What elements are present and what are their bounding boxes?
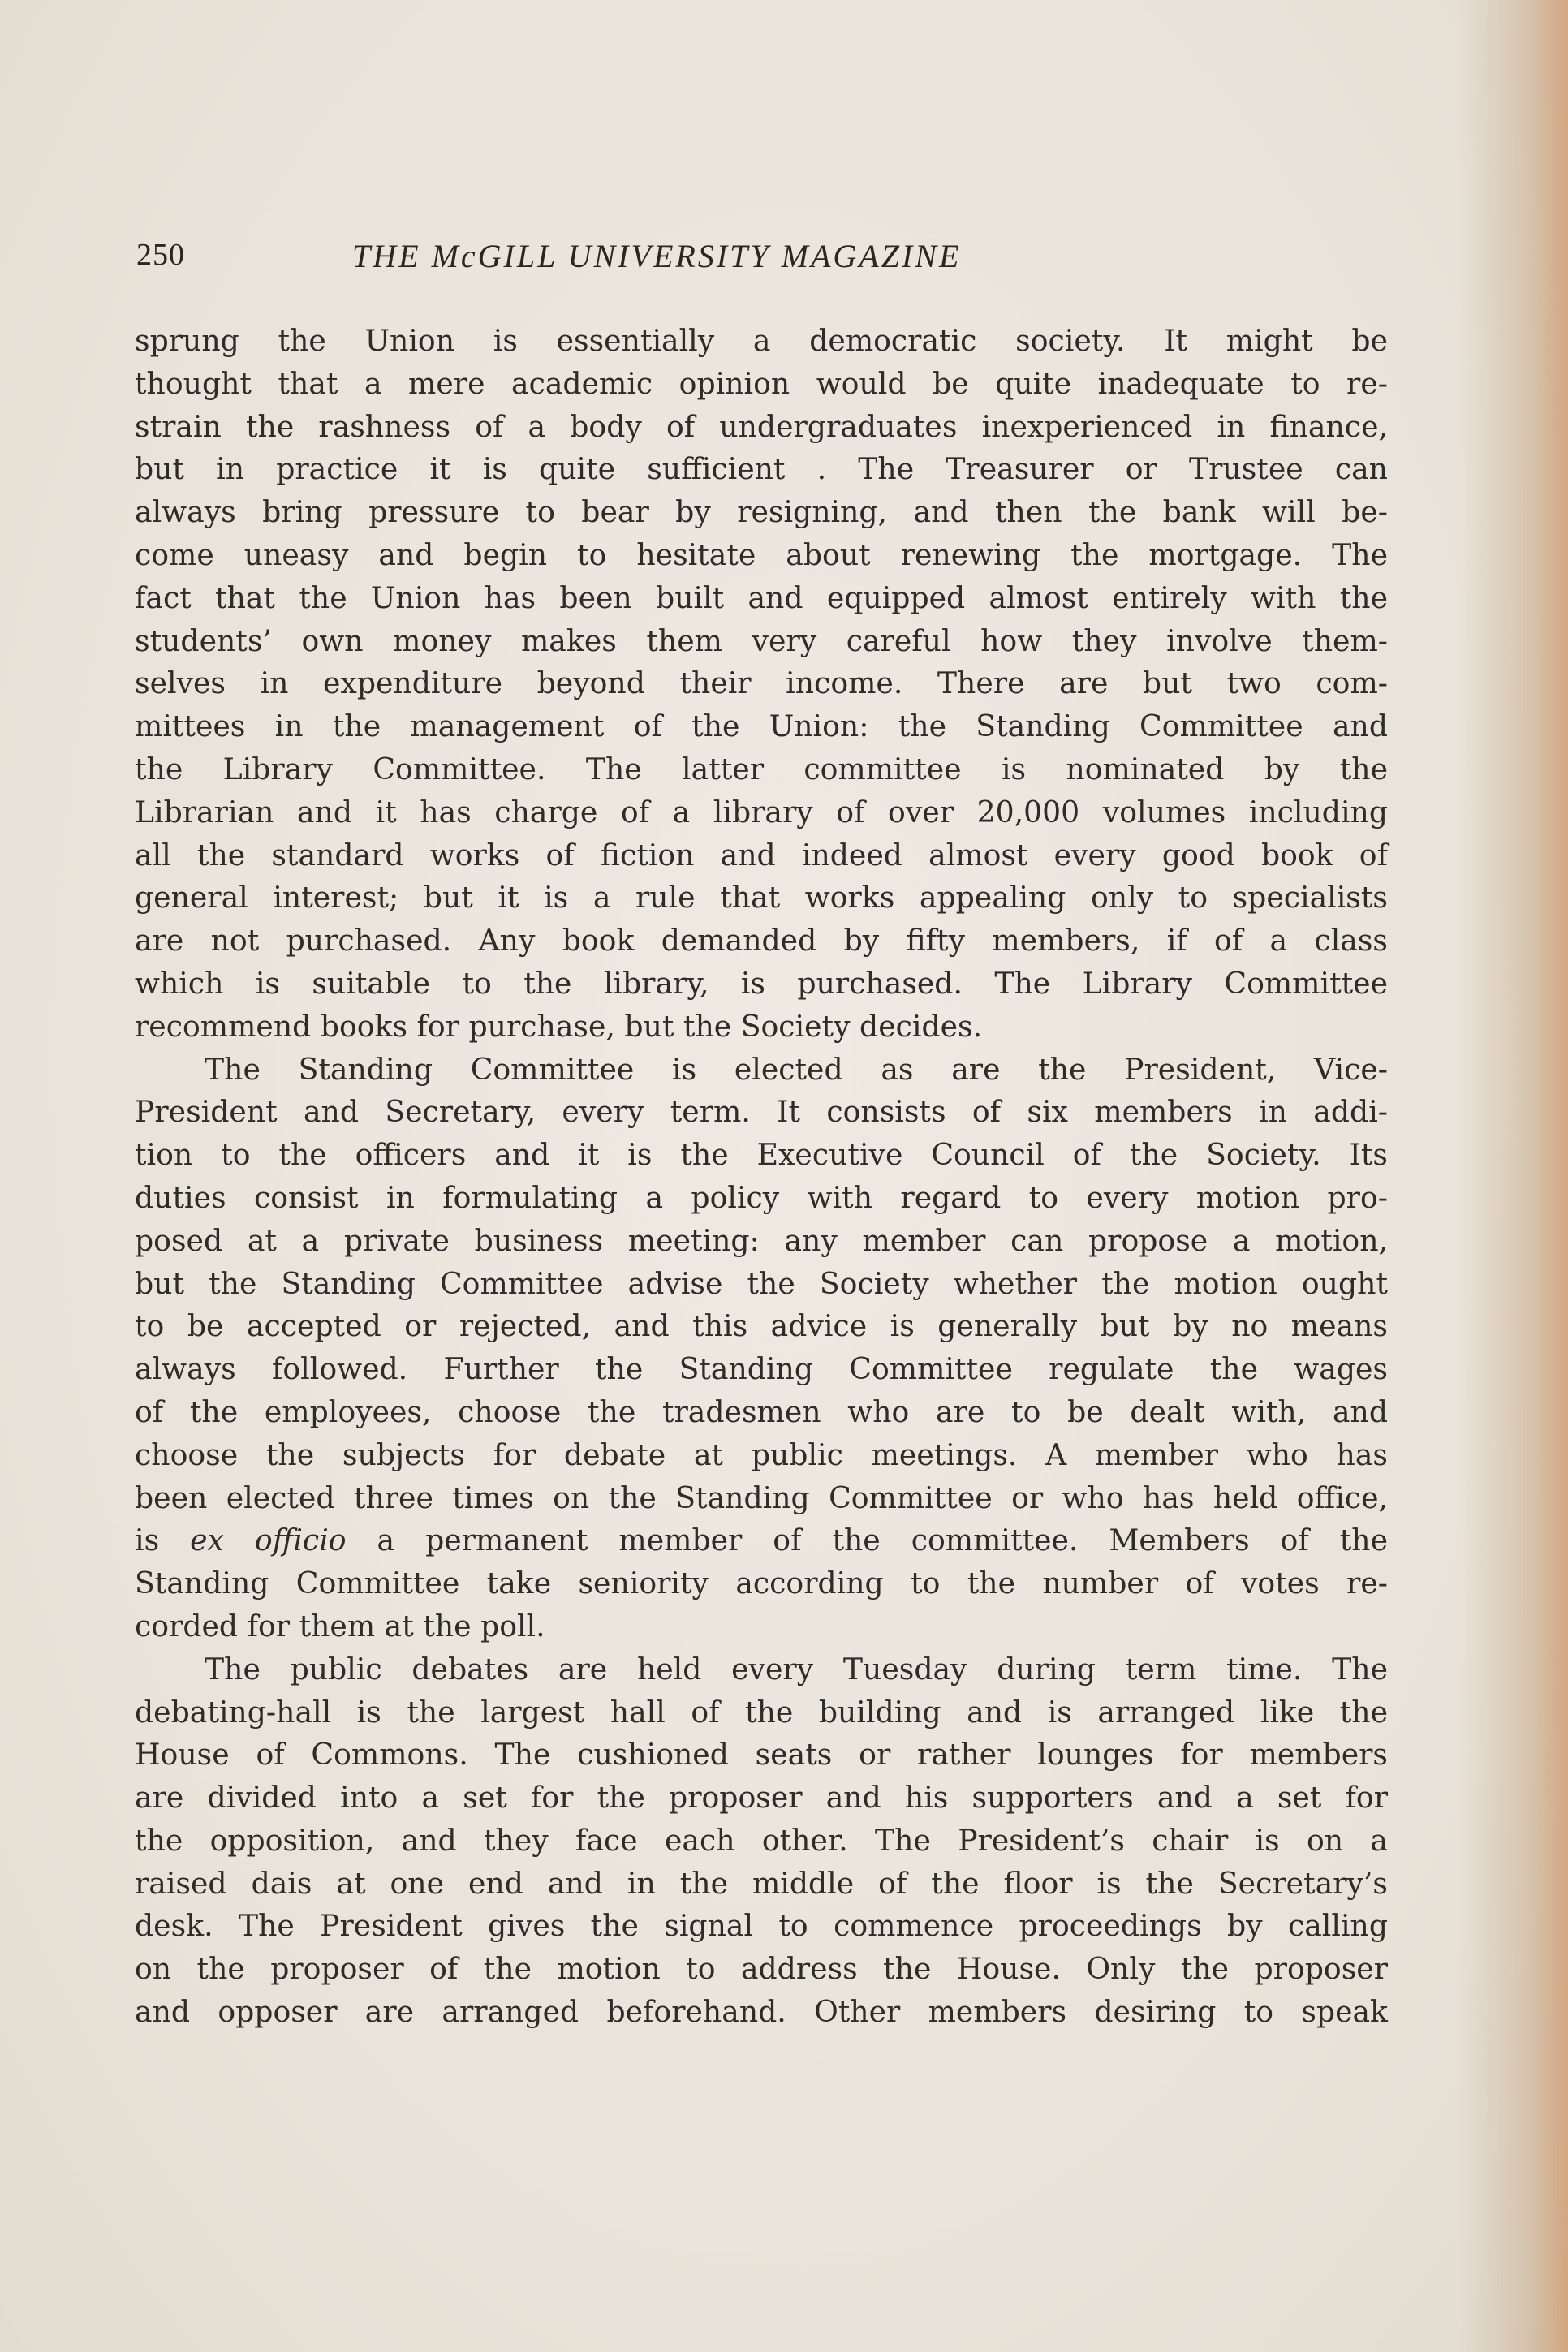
text-line: duties consist in formulating a policy with regard to every motion pro-	[135, 1179, 1388, 1215]
text-line: Librarian and it has charge of a library of over 20,000 volumes including	[135, 794, 1388, 829]
text-line: the Library Committee. The latter committee is nominated by the	[135, 751, 1388, 786]
paragraph-1	[135, 320, 1388, 1049]
text-line: are divided into a set for the proposer and his supporters and a set for	[135, 1780, 1388, 1816]
article-body	[135, 320, 1388, 2034]
text-line: to be accepted or rejected, and this advice is generally but by no means	[135, 1308, 1388, 1344]
paragraph-2	[135, 1049, 1388, 1648]
text-line: always bring pressure to bear by resigning, and then the bank will be-	[135, 494, 1388, 530]
text-line: corded for them at the poll.	[135, 1608, 545, 1643]
journal-title: THE McGILL UNIVERSITY MAGAZINE	[352, 238, 962, 274]
text-line: posed at a private business meeting: any member can propose a motion,	[135, 1222, 1388, 1258]
text-line: The Standing Committee is elected as are the President, Vice-	[205, 1051, 1388, 1087]
text-fragment: a permanent member of the committee. Members of the	[346, 1523, 1388, 1558]
paragraph-3	[135, 1648, 1388, 2034]
text-line: sprung the Union is essentially a democratic society. It might be	[135, 323, 1388, 358]
text-line: and opposer are arranged beforehand. Other members desiring to speak	[135, 1994, 1388, 2030]
text-line: desk. The President gives the signal to commence proceedings by calling	[135, 1908, 1388, 1944]
text-line: tion to the officers and it is the Executive Council of the Society. Its	[135, 1137, 1388, 1173]
text-fragment: is	[135, 1523, 191, 1558]
text-line: which is suitable to the library, is purchased. The Library Committee	[135, 965, 1388, 1001]
text-line: general interest; but it is a rule that works appealing only to specialists	[135, 880, 1388, 915]
text-line	[135, 1519, 1388, 1562]
text-line: on the proposer of the motion to address the House. Only the proposer	[135, 1951, 1388, 1987]
text-line: fact that the Union has been built and equipped almost entirely with the	[135, 579, 1388, 615]
text-line: recommend books for purchase, but the Society decides.	[135, 1008, 983, 1044]
text-line: of the employees, choose the tradesmen who are to be dealt with, and	[135, 1394, 1388, 1429]
text-line: raised dais at one end and in the middle of the floor is the Secretary’s	[135, 1865, 1388, 1901]
text-line: always followed. Further the Standing Committee regulate the wages	[135, 1351, 1388, 1387]
text-line: House of Commons. The cushioned seats or rather lounges for members	[135, 1737, 1388, 1773]
text-line: choose the subjects for debate at public meetings. A member who has	[135, 1437, 1388, 1472]
text-line: mittees in the management of the Union: the Standing Committee and	[135, 709, 1388, 744]
text-line: students’ own money makes them very careful how they involve them-	[135, 622, 1388, 658]
page-number: 250	[136, 238, 185, 272]
text-line: but the Standing Committee advise the Society whether the motion ought	[135, 1265, 1388, 1301]
text-line: debating-hall is the largest hall of the building and is arranged like the	[135, 1694, 1388, 1730]
text-line: The public debates are held every Tuesday during term time. The	[205, 1651, 1388, 1686]
text-line: Standing Committee take seniority according to the number of votes re-	[135, 1566, 1388, 1601]
text-line: President and Secretary, every term. It consists of six members in addi-	[135, 1094, 1388, 1130]
text-line: the opposition, and they face each other. The President’s chair is on a	[135, 1822, 1388, 1858]
text-line: been elected three times on the Standing Committee or who has held office,	[135, 1480, 1388, 1515]
text-line: all the standard works of fiction and indeed almost every good book of	[135, 837, 1388, 872]
text-line: selves in expenditure beyond their income. There are but two com-	[135, 666, 1388, 701]
text-line: come uneasy and begin to hesitate about renewing the mortgage. The	[135, 536, 1388, 572]
running-head	[136, 237, 1143, 286]
text-line: are not purchased. Any book demanded by fifty members, if of a class	[135, 923, 1388, 958]
text-line: but in practice it is quite sufficient . The Treasurer or Trustee can	[135, 451, 1388, 487]
text-line: strain the rashness of a body of undergraduates inexperienced in finance,	[135, 408, 1388, 444]
text-line: thought that a mere academic opinion would be quite inadequate to re-	[135, 365, 1388, 401]
italic-phrase: ex officio	[190, 1523, 347, 1558]
